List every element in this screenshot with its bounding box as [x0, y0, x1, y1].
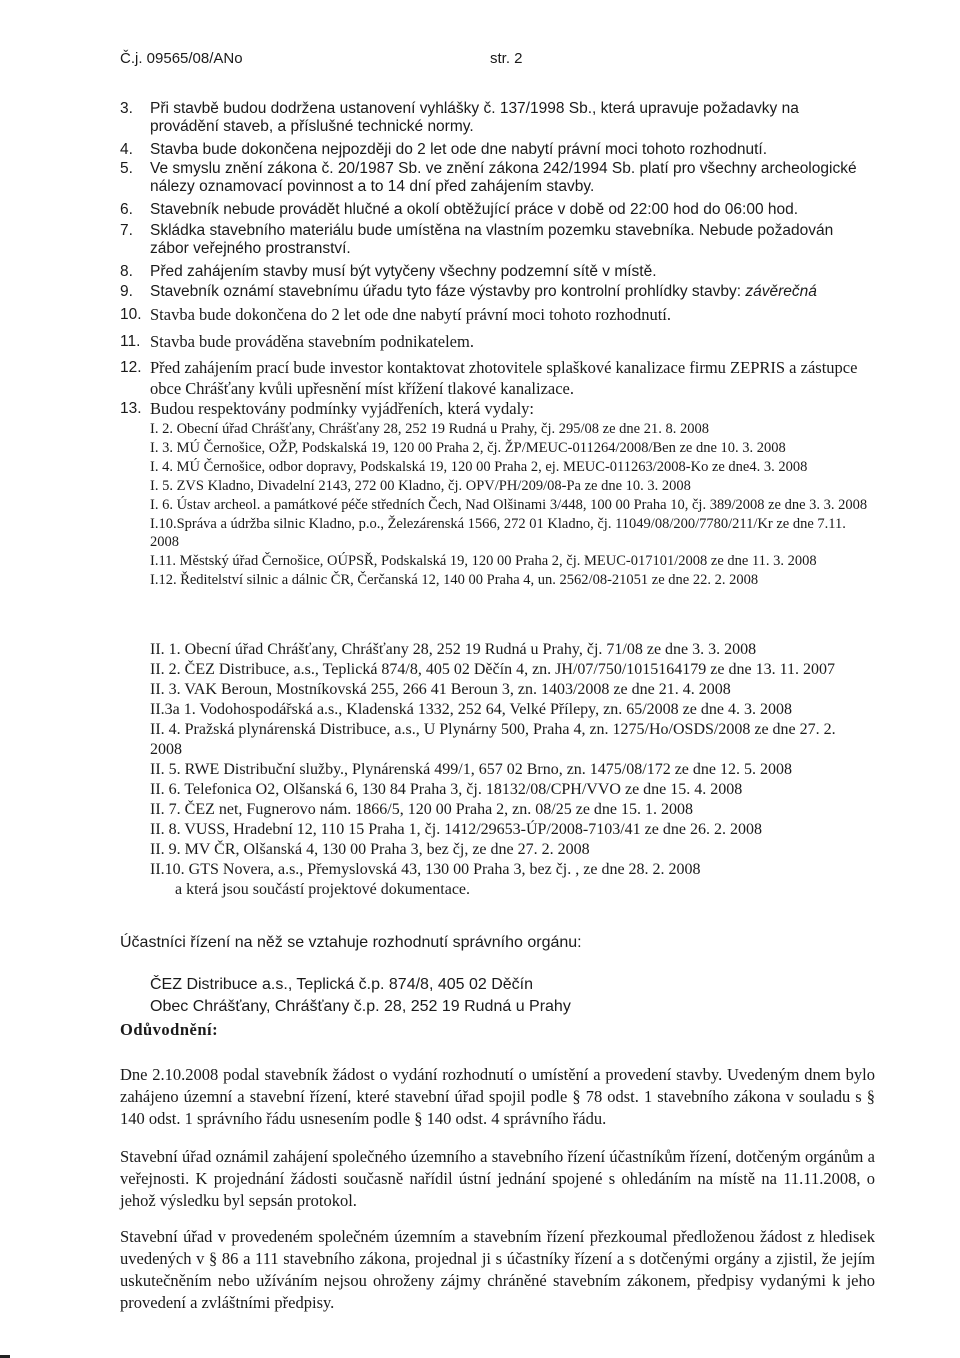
list-item: II. 5. RWE Distribuční služby., Plynárenská 499/1, 657 02 Brno, zn. 1475/08/172 ze dne 12. 5. 2008 — [150, 761, 792, 778]
parties-heading: Účastníci řízení na něž se vztahuje rozhodnutí správního orgánu: — [120, 934, 582, 951]
condition-item: 13. Budou respektovány podmínky vyjádřeních, která vydaly: — [120, 399, 534, 418]
parties-list — [150, 974, 571, 1018]
list-item: I.12. Ředitelství silnic a dálnic ČR, Čerčanská 12, 140 00 Praha 4, un. 2562/08-21051 ze dne 22. 2. 2008 — [150, 572, 759, 588]
list-item: I. 5. ZVS Kladno, Divadelní 2143, 272 00 Kladno, čj. OPV/PH/209/08-Pa ze dne 10. 3. 2008 — [150, 478, 691, 494]
condition-item: 8. Před zahájením stavby musí být vytyčeny všechny podzemní sítě v místě. — [120, 263, 657, 280]
list-item: I. 3. MÚ Černošice, OŽP, Podskalská 19, 120 00 Praha 2, čj. ŽP/MEUC-011264/2008/Ben ze dne 10. 3. 2008 — [150, 440, 786, 456]
list-item: I.10.Správa a údržba silnic Kladno, p.o., Železárenská 1566, 272 01 Kladno, čj. 11049/08/200/7780/211/Kr ze dne 7.11. 2008 — [150, 516, 846, 550]
condition-item: 11. Stavba bude prováděna stavebním podnikatelem. — [120, 332, 474, 351]
list-item: II.10. GTS Novera, a.s., Přemyslovská 43, 130 00 Praha 3, bez čj. , ze dne 28. 2. 2008 — [150, 861, 701, 878]
reasoning-heading: Odůvodnění: — [120, 1020, 219, 1039]
condition-item: 7. Skládka stavebního materiálu bude umístěna na vlastním pozemku stavebníka. Nebude požadován zábor veřejného prostranství. — [120, 222, 834, 257]
list-item: I.11. Městský úřad Černošice, OÚPSŘ, Podskalská 19, 120 00 Praha 2, čj. MEUC-017101/2008 ze dne 11. 3. 2008 — [150, 553, 817, 569]
party-item: ČEZ Distribuce a.s., Teplická č.p. 874/8, 405 02 Děčín — [150, 976, 534, 993]
reasoning-paragraph: Stavební úřad oznámil zahájení společného územního a stavebního řízení účastníkům řízení, dotčeným orgánům a veřejnosti. K projednání žádosti současně nařídil ústní jednání spojené s ohledáním na místě na 11.11.2008, o jehož výsledku byl sepsán protokol. — [120, 1147, 875, 1210]
list-item: II. 2. ČEZ Distribuce, a.s., Teplická 874/8, 405 02 Děčín 4, zn. JH/07/750/1015164179 ze dne 13. 11. 2007 — [150, 661, 835, 678]
list-item: II. 9. MV ČR, Olšanská 4, 130 00 Praha 3, bez čj, ze dne 27. 2. 2008 — [150, 841, 590, 858]
condition-item: 4. Stavba bude dokončena nejpozději do 2 let ode dne nabytí právní moci tohoto rozhodnutí. — [120, 141, 767, 158]
condition-item: 9. Stavebník oznámí stavebnímu úřadu tyto fáze výstavby pro kontrolní prohlídky stavby: závěrečná — [120, 283, 817, 300]
reference-number: Č.j. 09565/08/ANo — [120, 50, 243, 67]
list-item: II. 3. VAK Beroun, Mostníkovská 255, 266 41 Beroun 3, zn. 1403/2008 ze dne 21. 4. 2008 — [150, 681, 731, 698]
list-item: II. 8. VUSS, Hradební 12, 110 15 Praha 1, čj. 1412/29653-ÚP/2008-7103/41 ze dne 26. 2. 2008 — [150, 821, 762, 838]
page-number: str. 2 — [490, 50, 523, 67]
phase-name: závěrečná — [745, 283, 817, 300]
list-item: II. 6. Telefonica O2, Olšanská 6, 130 84 Praha 3, čj. 18132/08/CPH/VVO ze dne 15. 4. 2008 — [150, 781, 743, 798]
opinions-tail: a která jsou součástí projektové dokumentace. — [175, 881, 471, 898]
list-item: II. 7. ČEZ net, Fugnerovo nám. 1866/5, 120 00 Praha 2, zn. 08/25 ze dne 15. 1. 2008 — [150, 801, 694, 818]
list-item: I. 6. Ústav archeol. a památkové péče středních Čech, Nad Olšinami 3/448, 100 00 Praha 10, čj. 389/2008 ze dne 3. 3. 2008 — [150, 497, 868, 513]
party-item: Obec Chrášťany, Chrášťany č.p. 28, 252 19 Rudná u Prahy — [150, 998, 571, 1015]
condition-item: 6. Stavebník nebude provádět hlučné a okolí obtěžující práce v době od 22:00 hod do 06:00 hod. — [120, 201, 799, 218]
reasoning-paragraph: Stavební úřad v provedeném společném územním a stavebním řízení přezkoumal předloženou žádost z hledisek uvedených v § 86 a 111 stavebního zákona, projednal ji s účastníky řízení a s dotčenými orgány a zjistil, že jejím uskutečněním nebo užíváním nejsou ohroženy zájmy chráněné stavebním zákonem, předpisy vydanými k jeho provedení a zvláštními předpisy. — [120, 1227, 875, 1312]
opinions-list — [150, 420, 870, 590]
list-item: II. 1. Obecní úřad Chrášťany, Chrášťany 28, 252 19 Rudná u Prahy, čj. 71/08 ze dne 3. 3. 2008 — [150, 641, 757, 658]
list-item: II.3a 1. Vodohospodářská a.s., Kladenská 1332, 252 64, Velké Přílepy, zn. 65/2008 ze dne 4. 3. 2008 — [150, 701, 792, 718]
condition-item: 12. Před zahájením prací bude investor kontaktovat zhotovitele splaškové kanalizace firmu ZEPRIS a zástupce obce Chrášťany kvůli upřesnění míst křížení tlakové kanalizace. — [120, 358, 858, 398]
condition-item: 10. Stavba bude dokončena do 2 let ode dne nabytí právní moci tohoto rozhodnutí. — [120, 305, 672, 324]
opinions-list-2 — [150, 640, 870, 900]
list-item: II. 4. Pražská plynárenská Distribuce, a.s., U Plynárny 500, Praha 4, zn. 1275/Ho/OSDS/2008 ze dne 27. 2. 2008 — [150, 721, 836, 758]
list-item: I. 4. MÚ Černošice, odbor dopravy, Podskalská 19, 120 00 Praha 2, ej. MEUC-011263/2008-Ko ze dne4. 3. 2008 — [150, 459, 808, 475]
reasoning-paragraph: Dne 2.10.2008 podal stavebník žádost o vydání rozhodnutí o umístění a provedení stavby. Uvedeným dnem bylo zahájeno územní a stavební řízení, které stavební úřad spojil podle § 78 odst. 1 stavebního zákona v souladu s § 140 odst. 1 správního řádu usnesením podle § 140 odst. 4 správního řádu. — [120, 1065, 875, 1128]
condition-item: 5. Ve smyslu znění zákona č. 20/1987 Sb. ve znění zákona 242/1994 Sb. platí pro všechny archeologické nálezy oznamovací povinnost a to 14 dní před zahájením stavby. — [120, 160, 857, 195]
condition-item: 3. Při stavbě budou dodržena ustanovení vyhlášky č. 137/1998 Sb., která upravuje požadavky na provádění staveb, a příslušné technické normy. — [120, 100, 799, 135]
list-item: I. 2. Obecní úřad Chrášťany, Chrášťany 28, 252 19 Rudná u Prahy, čj. 295/08 ze dne 21. 8. 2008 — [150, 421, 709, 437]
